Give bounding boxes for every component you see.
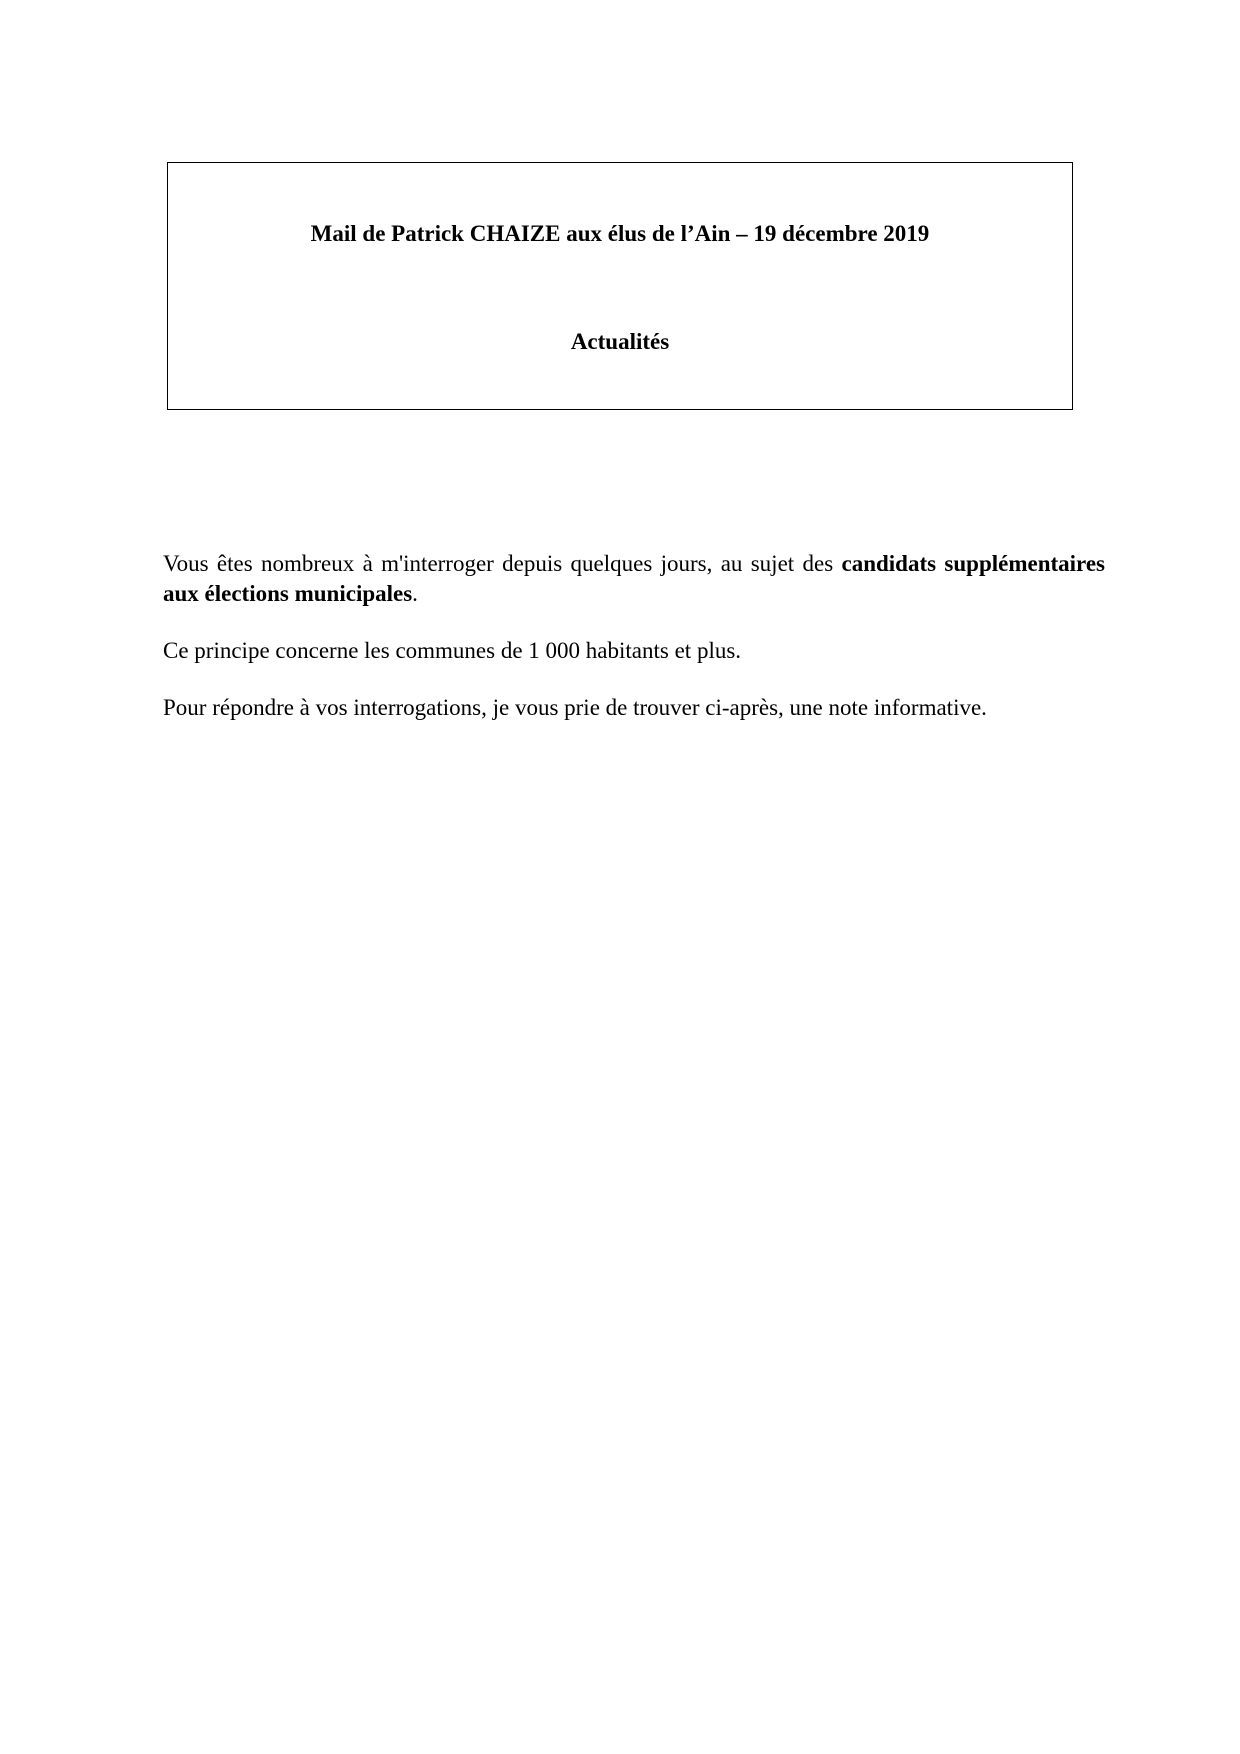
paragraph-intro <box>163 549 1105 609</box>
paragraph-intro-emphasis: candidats supplémentaires aux élections municipales <box>163 551 1105 606</box>
header-box <box>167 162 1073 410</box>
document-body <box>163 549 1105 750</box>
paragraph-intro-end: . <box>412 581 418 606</box>
paragraph-note: Pour répondre à vos interrogations, je vous prie de trouver ci-après, une note informative. <box>163 695 987 720</box>
paragraph-intro-text: Vous êtes nombreux à m'interroger depuis quelques jours, au sujet des <box>163 551 842 576</box>
document-subtitle: Actualités <box>570 329 670 354</box>
document-title: Mail de Patrick CHAIZE aux élus de l’Ain – 19 décembre 2019 <box>310 221 930 246</box>
paragraph-scope: Ce principe concerne les communes de 1 000 habitants et plus. <box>163 638 742 663</box>
